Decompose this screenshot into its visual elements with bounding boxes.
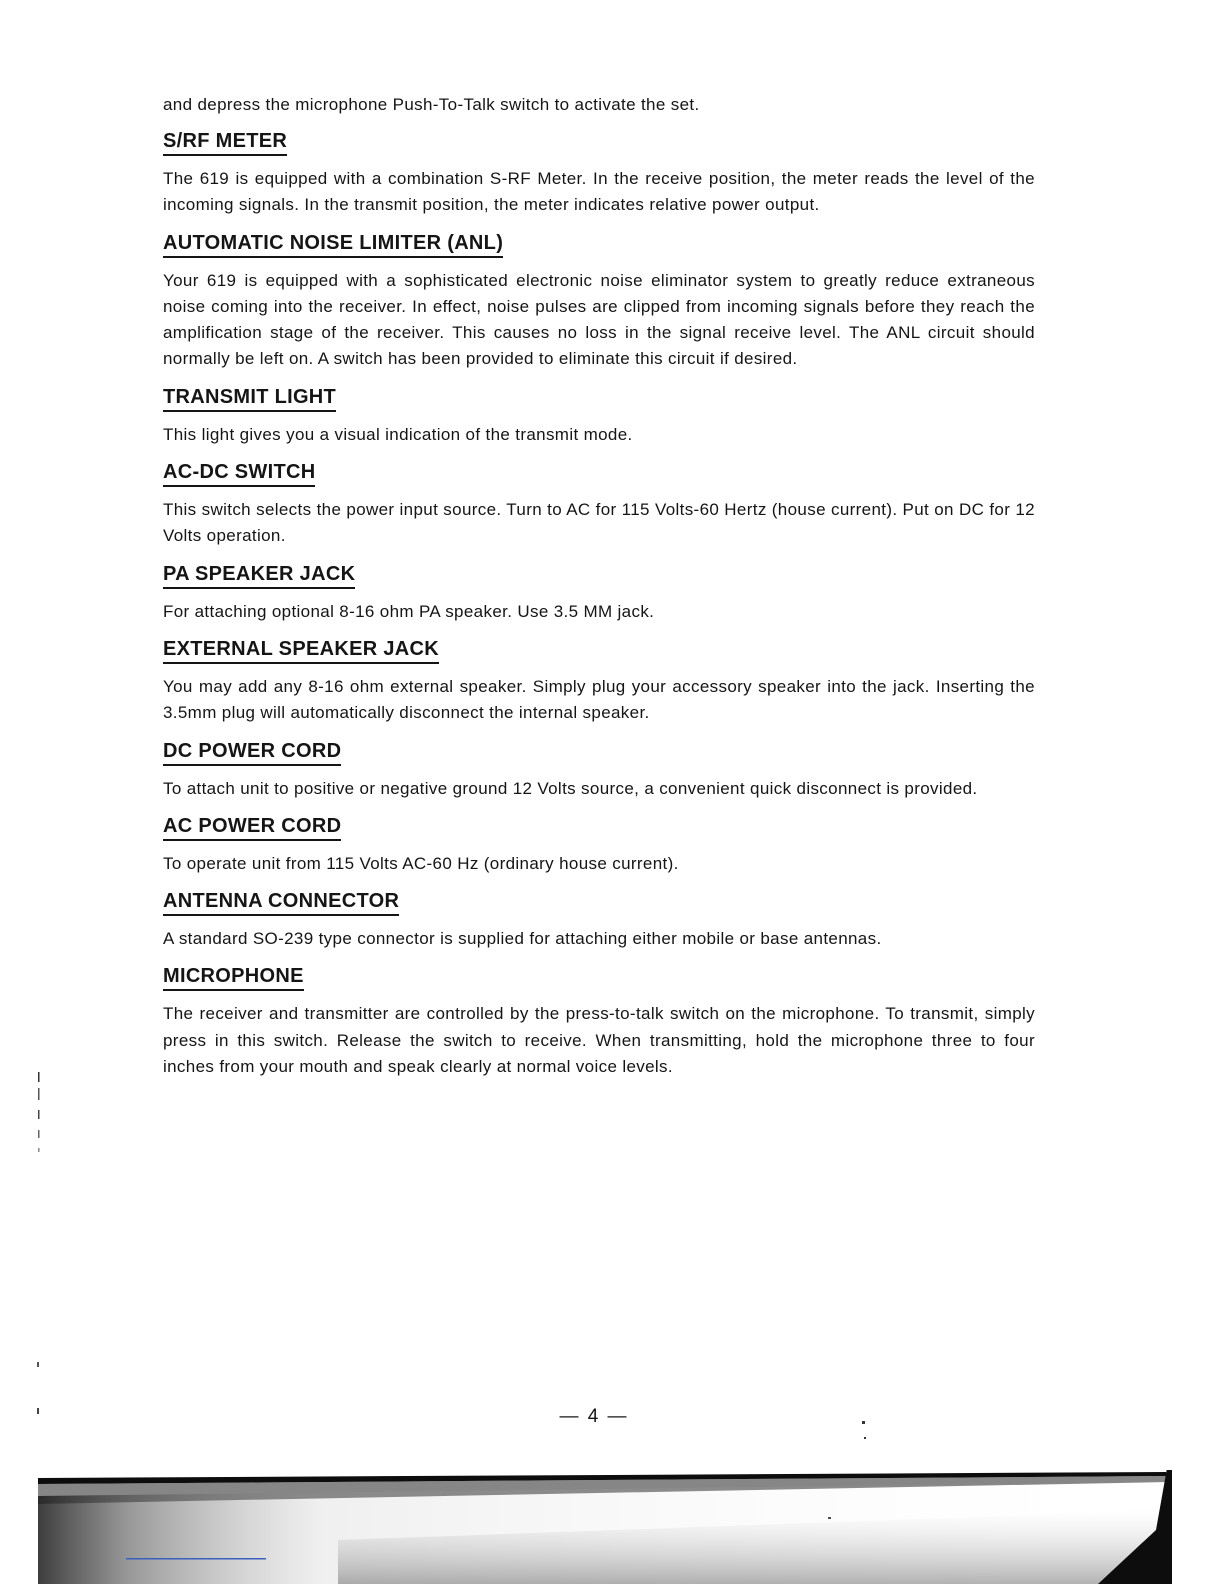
section-heading: TRANSMIT LIGHT [163, 385, 336, 412]
section-heading: ANTENNA CONNECTOR [163, 889, 399, 916]
scan-speck [37, 1362, 39, 1367]
section-external-speaker-jack [163, 637, 1035, 727]
section-body: The 619 is equipped with a combination S-RF Meter. In the receive position, the meter reads the level of the incoming signals. In the transmit position, the meter indicates relative power output. [163, 169, 1035, 215]
section-body: The receiver and transmitter are controlled by the press-to-talk switch on the microphone. To transmit, simply press in this switch. Release the switch to receive. When transmitting, hold the microphone three to four inches from your mouth and speak clearly at normal voice levels. [163, 1004, 1035, 1077]
scan-edge-shadow [38, 1470, 1172, 1584]
scan-speck [37, 1408, 39, 1414]
section-s-rf-meter [163, 129, 1035, 219]
section-heading: AC-DC SWITCH [163, 460, 315, 487]
section-heading: DC POWER CORD [163, 739, 341, 766]
section-automatic-noise-limiter [163, 231, 1035, 373]
section-heading: MICROPHONE [163, 964, 304, 991]
section-ac-dc-switch [163, 460, 1035, 550]
scan-speck [864, 1437, 866, 1439]
section-dc-power-cord [163, 739, 1035, 802]
section-heading: PA SPEAKER JACK [163, 562, 355, 589]
section-body: This light gives you a visual indication of the transmit mode. [163, 424, 633, 444]
section-body: To attach unit to positive or negative ground 12 Volts source, a convenient quick disconnect is provided. [163, 778, 978, 798]
section-body: For attaching optional 8-16 ohm PA speaker. Use 3.5 MM jack. [163, 601, 655, 621]
section-body: You may add any 8-16 ohm external speaker. Simply plug your accessory speaker into the jack. Inserting the 3.5mm plug will automatically disconnect the internal speaker. [163, 676, 1035, 723]
scan-margin-marks [36, 1030, 42, 1170]
section-pa-speaker-jack [163, 562, 1035, 625]
section-transmit-light [163, 385, 1035, 448]
section-body: To operate unit from 115 Volts AC-60 Hz (ordinary house current). [163, 853, 679, 873]
section-body: Your 619 is equipped with a sophisticated electronic noise eliminator system to greatly reduce extraneous noise coming into the receiver. In effect, noise pulses are clipped from incoming signals before they reach the amplification stage of the receiver. This causes no loss in the signal receive level. The ANL circuit should normally be left on. A switch has been provided to eliminate this circuit if desired. [163, 270, 1035, 369]
section-heading: EXTERNAL SPEAKER JACK [163, 637, 439, 664]
page-number: — 4 — [559, 1406, 629, 1427]
section-heading: S/RF METER [163, 129, 287, 156]
section-body: A standard SO-239 type connector is supplied for attaching either mobile or base antennas. [163, 929, 882, 949]
section-heading: AC POWER CORD [163, 814, 341, 841]
manual-page-content [163, 92, 1035, 1092]
section-heading: AUTOMATIC NOISE LIMITER (ANL) [163, 231, 503, 258]
section-microphone [163, 964, 1035, 1080]
section-body: This switch selects the power input source. Turn to AC for 115 Volts-60 Hertz (house current). Put on DC for 12 Volts operation. [163, 500, 1035, 546]
section-antenna-connector [163, 889, 1035, 952]
section-ac-power-cord [163, 814, 1035, 877]
scan-speck [862, 1421, 865, 1424]
intro-paragraph: and depress the microphone Push-To-Talk switch to activate the set. [163, 95, 700, 114]
